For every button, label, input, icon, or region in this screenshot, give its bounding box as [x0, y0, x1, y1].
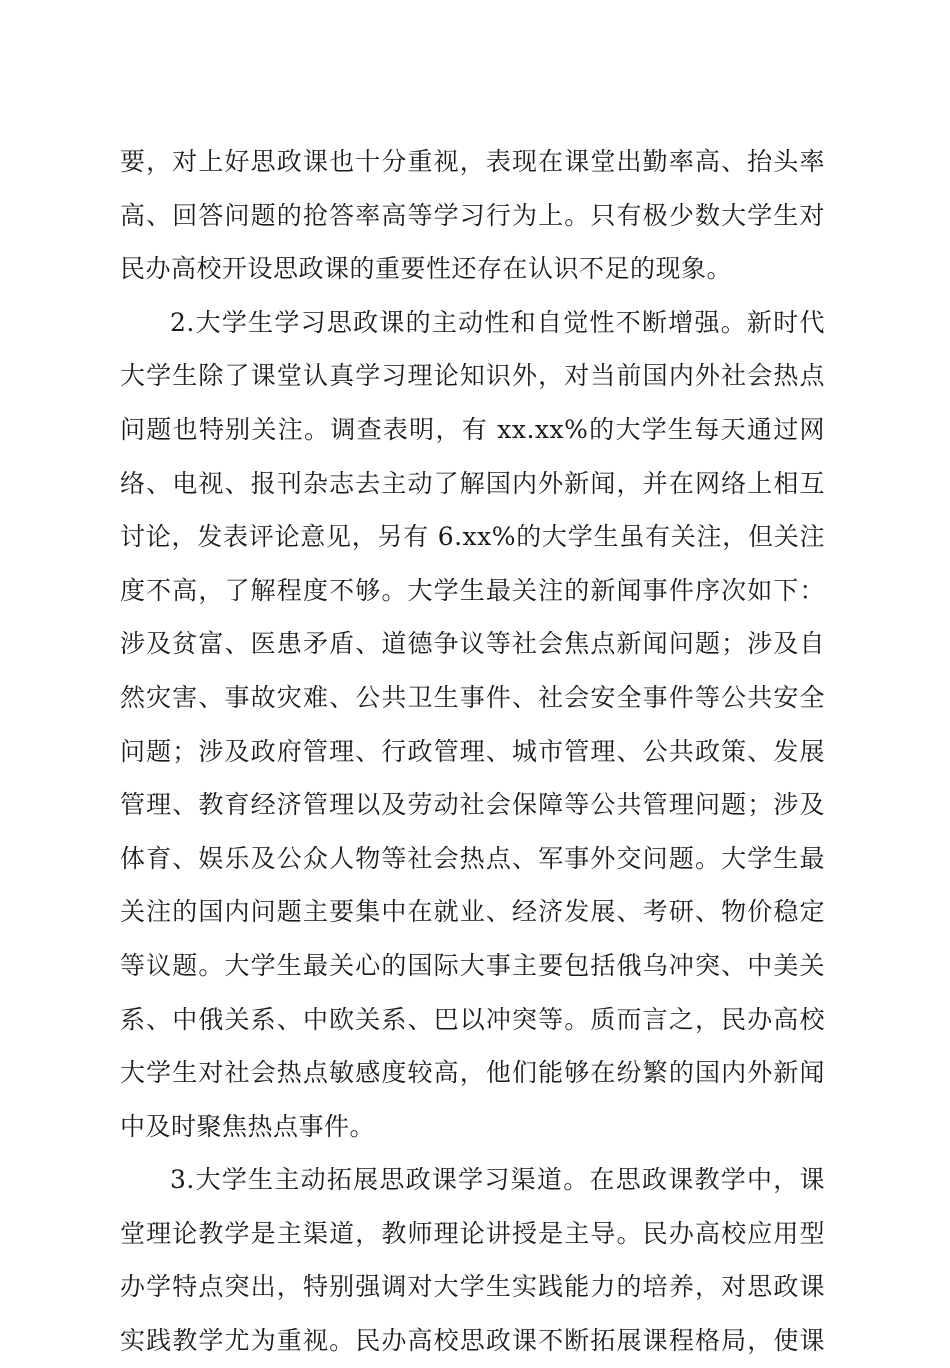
paragraph-2 [120, 296, 825, 1154]
text-line: 问题；涉及政府管理、行政管理、城市管理、公共政策、发展 [120, 736, 825, 766]
text-line: 2.大学生学习思政课的主动性和自觉性不断增强。新时代 [170, 307, 825, 337]
text-line: 高、回答问题的抢答率高等学习行为上。只有极少数大学生对 [120, 200, 825, 230]
text-line: 系、中俄关系、中欧关系、巴以冲突等。质而言之，民办高校 [120, 1004, 825, 1034]
text-line: 大学生对社会热点敏感度较高，他们能够在纷繁的国内外新闻 [120, 1058, 825, 1088]
text-line: 实践教学尤为重视。民办高校思政课不断拓展课程格局，使课 [120, 1326, 825, 1356]
text-line: 度不高，了解程度不够。大学生最关注的新闻事件序次如下： [120, 575, 825, 605]
text-line: 民办高校开设思政课的重要性还存在认识不足的现象。 [120, 254, 733, 284]
text-line: 办学特点突出，特别强调对大学生实践能力的培养，对思政课 [120, 1272, 825, 1302]
text-line: 问题也特别关注。调查表明，有 xx.xx%的大学生每天通过网 [120, 414, 825, 444]
text-line: 要，对上好思政课也十分重视，表现在课堂出勤率高、抬头率 [120, 147, 825, 176]
text-line: 大学生除了课堂认真学习理论知识外，对当前国内外社会热点 [120, 361, 825, 391]
paragraph-3 [120, 1153, 825, 1367]
text-line: 管理、教育经济管理以及劳动社会保障等公共管理问题；涉及 [120, 790, 825, 820]
text-line: 关注的国内问题主要集中在就业、经济发展、考研、物价稳定 [120, 897, 825, 927]
text-line: 等议题。大学生最关心的国际大事主要包括俄乌冲突、中美关 [120, 950, 825, 980]
text-line: 涉及贫富、医患矛盾、道德争议等社会焦点新闻问题；涉及自 [120, 629, 825, 659]
text-line: 堂理论教学是主渠道，教师理论讲授是主导。民办高校应用型 [120, 1218, 825, 1248]
text-line: 中及时聚焦热点事件。 [120, 1111, 376, 1141]
paragraph-1 [120, 135, 825, 296]
text-line: 3.大学生主动拓展思政课学习渠道。在思政课教学中，课 [170, 1165, 825, 1195]
text-line: 然灾害、事故灾难、公共卫生事件、社会安全事件等公共安全 [120, 682, 825, 712]
text-line: 体育、娱乐及公众人物等社会热点、军事外交问题。大学生最 [120, 843, 825, 873]
document-body [120, 135, 825, 1368]
text-line: 络、电视、报刊杂志去主动了解国内外新闻，并在网络上相互 [120, 468, 825, 498]
text-line: 讨论，发表评论意见，另有 6.xx%的大学生虽有关注，但关注 [120, 522, 825, 552]
